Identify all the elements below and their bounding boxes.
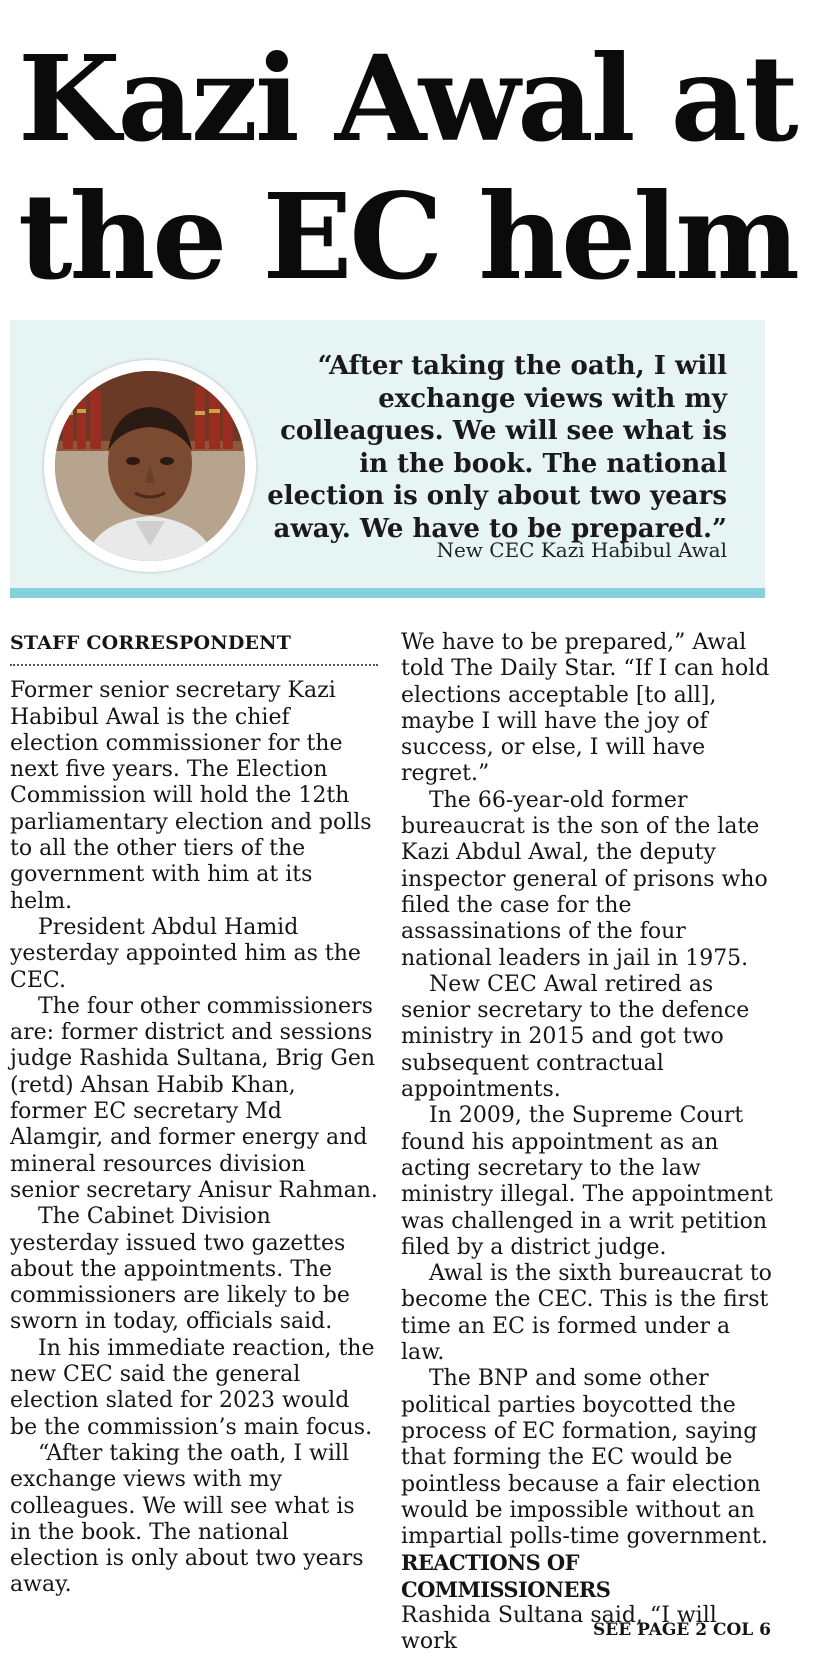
headline: Kazi Awal at the EC helm bbox=[18, 29, 797, 306]
paragraph: Rashida Sultana said, “I will work bbox=[401, 1602, 717, 1655]
paragraph: “After taking the oath, I will exchange views with my colleagues. We will see what is in the book. The national election is only about two years away. bbox=[10, 1440, 364, 1598]
article-column-1 bbox=[10, 630, 378, 1599]
paragraph: We have to be prepared,” Awal told The Daily Star. “If I can hold elections acceptable [to all], maybe I will have the joy of success, or else, I will have regret.” bbox=[401, 630, 770, 787]
article-column-2 bbox=[401, 630, 773, 1656]
paragraph: The BNP and some other political parties boycotted the process of EC formation, saying that forming the EC would be pointless because a fair election would be impossible without an impartial polls-time government. bbox=[401, 1366, 768, 1550]
paragraph: In his immediate reaction, the new CEC said the general election slated for 2023 would be the commission’s main focus. bbox=[10, 1335, 375, 1440]
pull-quote-attribution: New CEC Kazi Habibul Awal bbox=[436, 538, 727, 562]
paragraph: Awal is the sixth bureaucrat to become the CEC. This is the first time an EC is formed under a law. bbox=[401, 1261, 772, 1366]
pull-quote-box bbox=[10, 320, 765, 598]
paragraph: The four other commissioners are: former district and sessions judge Rashida Sultana, Brig Gen (retd) Ahsan Habib Khan, former EC secretary Md Alamgir, and former energy and mineral resources division senior secretary Anisur Rahman. bbox=[10, 993, 378, 1203]
section-subhead: REACTIONS OF COMMISSIONERS bbox=[401, 1550, 611, 1602]
portrait-photo bbox=[55, 371, 245, 561]
paragraph: The Cabinet Division yesterday issued two gazettes about the appointments. The commissioners are likely to be sworn in today, officials said. bbox=[10, 1204, 350, 1335]
continued-jump-line[interactable]: SEE PAGE 2 COL 6 bbox=[592, 1620, 771, 1640]
byline: STAFF CORRESPONDENT bbox=[10, 630, 378, 666]
paragraph: In 2009, the Supreme Court found his appointment as an acting secretary to the law ministry illegal. The appointment was challenged in a writ petition filed by a district judge. bbox=[401, 1103, 773, 1260]
pull-quote-text: “After taking the oath, I will exchange views with my colleagues. We will see what is in the book. The national election is only about two years away. We have to be prepared.” bbox=[267, 351, 727, 544]
paragraph: New CEC Awal retired as senior secretary to the defence ministry in 2015 and got two subsequent contractual appointments. bbox=[401, 971, 750, 1103]
paragraph: The 66-year-old former bureaucrat is the son of the late Kazi Abdul Awal, the deputy inspector general of prisons who filed the case for the assassinations of the four national leaders in jail in 1975. bbox=[401, 787, 768, 971]
paragraph: President Abdul Hamid yesterday appointed him as the CEC. bbox=[10, 914, 361, 993]
paragraph: Former senior secretary Kazi Habibul Awal is the chief election commissioner for the next five years. The Election Commission will hold the 12th parliamentary election and polls to all the other tiers of the government with him at its helm. bbox=[10, 678, 372, 914]
cec-portrait bbox=[44, 360, 256, 572]
